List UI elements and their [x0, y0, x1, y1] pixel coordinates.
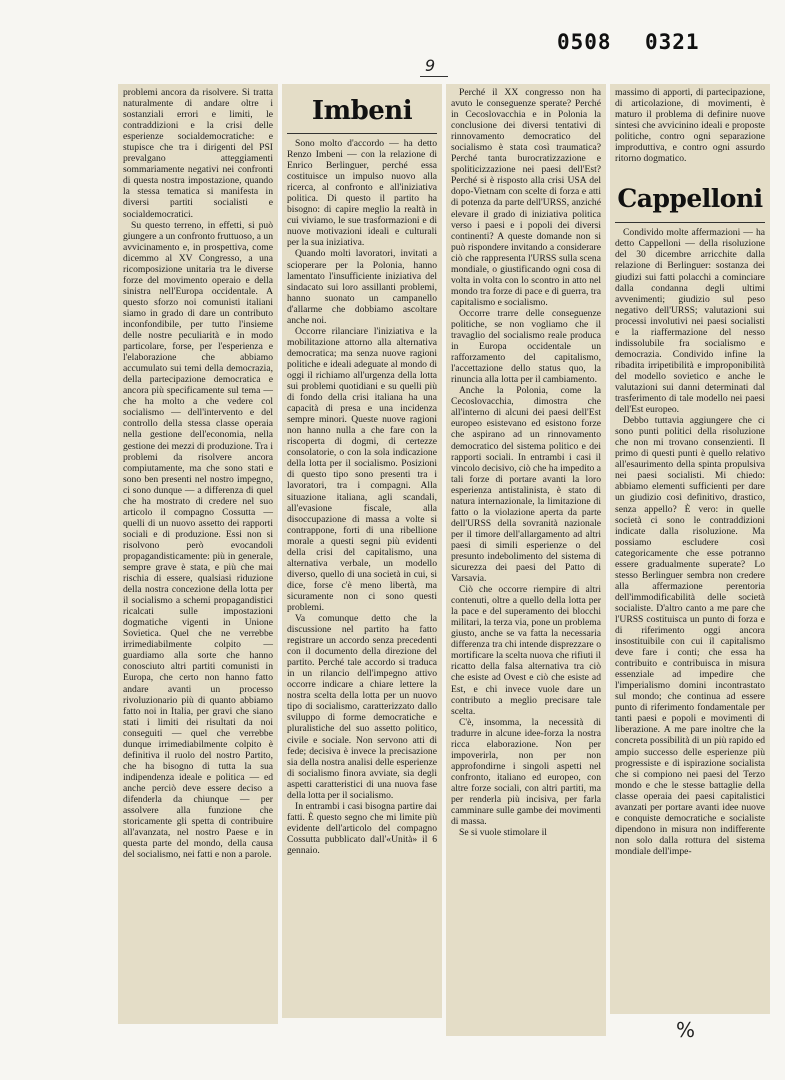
col2-paragraph: Quando molti lavoratori, invitati a scioperare per la Polonia, hanno lamentato l'insufficiente iniziativa del sindacato sui loro assillanti problemi, hanno suonato un campanello d'allarme che dobbiamo ascoltare anche noi.: [287, 248, 437, 326]
handwritten-mark: %: [676, 1018, 696, 1042]
article-column-3: [446, 84, 606, 1036]
speaker-heading-imbeni: Imbeni: [311, 96, 413, 126]
col2-paragraph: In entrambi i casi bisogna partire dai fatti. È questo segno che mi limite più evidente dell'articolo del compagno Cossutta pubblicato dall'«Unità» il 6 gennaio.: [287, 800, 437, 856]
col1-paragraph: Su questo terreno, in effetti, si può giungere a un confronto fruttuoso, a un avvicinamento e, in prospettiva, come dicemmo al XV Congresso, a una ricomposizione unitaria tra le diverse forze del movimento operaio e della sinistra nell'Europa occidentale. A questo sforzo noi comunisti italiani siamo in grado di dare un contributo inconfondibile, per tutto l'insieme delle nostre peculiarità e in modo particolare, forse, per l'esperienza e l'elaborazione che abbiamo accumulato sui temi della democrazia, della partecipazione democratica e ancora più specificamente sul tema — che ha molto a che vedere col socialismo — dell'intervento e del controllo della stessa classe operaia nella gestione dell'economia, nella gestione dei mezzi di produzione. Tra i problemi da risolvere ancora compiutamente, ma che sono stati e sono ben presenti nel nostro impegno, ci sono dunque — a differenza di quel che ha mostrato di credere nel suo articolo il compagno Cossutta — quelli di un nuovo assetto dei rapporti sociali e di produzione. Essi non si risolvono però evocandoli propagandisticamente: più in generale, sempre grave è stata, e più che mai rischia di essere, qualsiasi riduzione della nostra concezione della lotta per il socialismo a schemi propagandistici ricalcati sulle impostazioni dogmatiche vigenti in Unione Sovietica. Quel che ne verrebbe irrimediabilmente colpito — guardiamo alla sorte che hanno conosciuto altri partiti comunisti in Europa, che certo non hanno fatto andare avanti un processo rivoluzionario più di quanto abbiamo fatto noi in Italia, per gravi che siano stati i limiti dei risultati da noi conseguiti — quel che verrebbe dunque irrimediabilmente colpito è definitiva il ruolo del nostro Partito, che ha bisogno di tutta la sua indipendenza ideale e politica — ed anche perciò deve essere deciso a difenderla da chiunque — per assolvere alla funzione che storicamente gli spetta di contribuire all'avanzata, nel nostro Paese e in questa parte del mondo, della causa del socialismo, nei fatti e non a parole.: [123, 219, 273, 861]
speaker-heading-cappelloni: Cappelloni: [617, 184, 763, 214]
page-number-underline: [420, 76, 448, 77]
col3-paragraph: C'è, insomma, la necessità di tradurre in alcune idee-forza la nostra ricca elaborazione. Non per impoverirla, non per non approfondirne i singoli aspetti nel confronto, italiano ed europeo, con altre forze sociali, con altri partiti, ma per renderla più incisiva, per farla camminare sulle gambe dei movimenti di massa.: [451, 716, 601, 828]
col4-paragraph: Debbo tuttavia aggiungere che ci sono punti politici della risoluzione che non mi trovano consenzienti. Il primo di questi punti è quello relativo all'esaurimento della spinta propulsiva nei paesi socialisti. Mi chiedo: abbiamo elementi sufficienti per dare un giudizio così definitivo, drastico, senza appello? È vero: in quelle società ci sono le contraddizioni indicate dalla risoluzione. Ma possiamo escludere così categoricamente che esse potranno essere gradualmente superate? Lo stesso Berlinguer sembra non credere alla affermazione perentoria dell'immodificabilità delle società socialiste. D'altro canto a me pare che l'URSS costituisca un punto di forza e di riferimento oggi ancora insostituibile con cui il capitalismo deve fare i conti; che essa ha contribuito e contribuisca in misura essenziale ad impedire che l'imperialismo domini incontrastato sul mondo; che continua ad essere punto di riferimento fondamentale per tanti paesi e popoli e movimenti di liberazione. A me pare inoltre che la concreta possibilità di un più rapido ed ampio successo delle esperienze più progressiste e di ispirazione socialista che si compiono nei paesi del Terzo mondo e che le stesse battaglie della classe operaia dei paesi capitalistici avanzati per portare avanti idee nuove e conquiste democratiche e socialiste dipendono in misura non indifferente non solo dalla rottura del sistema mondiale dell'impe-: [615, 415, 765, 857]
col4-paragraph: Condivido molte affermazioni — ha detto Cappelloni — della risoluzione del 30 dicembre arricchite dalla relazione di Berlinguer: sostanza dei giudizi sui fatti polacchi a cominciare dalla condanna degli ultimi avvenimenti; giudizio sul peso negativo dell'URSS; valutazioni sui processi involutivi nei paesi socialisti e la riaffermazione del nesso indissolubile fra socialismo e democrazia. Condivido infine la ribadita irripetibilità e improponibilità del modello sovietico e anche le valutazioni sui danni determinati dal trasferimento di tale modello nei paesi dell'Est europeo.: [615, 227, 765, 416]
col3-paragraph: Ciò che occorre riempire di altri contenuti, oltre a quello della lotta per la pace e del superamento dei blocchi militari, la terza via, pone un problema giusto, anche se va fatta la necessaria differenza tra chi intende disprezzare o mortificare la scelta nuova che rifiuti il ricatto della falsa alternativa tra ciò che esiste ad Ovest e ciò che esiste ad Est, e chi invece vuole dare un contributo a meglio precisare tale scelta.: [451, 584, 601, 717]
col4-intro: massimo di apporti, di partecipazione, di articolazione, di movimenti, è maturo il problema di definire nuove sintesi che avvicinino ideali e proposte politiche, contro ogni separazione improduttiva, e contro ogni assurdo ritorno dogmatico.: [615, 87, 765, 165]
col2-paragraph: Sono molto d'accordo — ha detto Renzo Imbeni — con la relazione di Enrico Berlinguer, perché essa costituisce un impulso nuovo alla ricerca, al confronto e all'iniziativa politica. Di questo il partito ha bisogno: di capire meglio la realtà in cui viviamo, le sue trasformazioni e di nuove motivazioni ideali e culturali per la sua iniziativa.: [287, 138, 437, 249]
col3-paragraph: Se si vuole stimolare il: [459, 827, 547, 839]
col2-paragraph: Va comunque detto che la discussione nel partito ha fatto registrare un accordo senza precedenti con il documento della direzione del partito. Perché tale accordo si traduca in un rilancio dell'impegno attivo occorre indicare a chiare lettere la nostra scelta della lotta per un nuovo tipo di socialismo, caratterizzato dallo sviluppo di forme democratiche e pluralistiche del suo assetto politico, civile e sociale. Non servono atti di fede; decisiva è invece la precisazione sia della nostra analisi delle esperienze di socialismo finora avviate, sia degli aspetti caratteristici di una nuova fase della lotta per il socialismo.: [287, 613, 437, 801]
col2-paragraph: Occorre rilanciare l'iniziativa e la mobilitazione attorno alla alternativa democratica; ma senza nuove ragioni politiche e ideali adeguate al mondo di oggi il richiamo all'urgenza della lotta sui problemi quotidiani e su quelli più di fondo della crisi italiana ha una capacità di presa e una incidenza sempre minori. Queste nuove ragioni non hanno nulla a che fare con la riscoperta di dogmi, di certezze consolatorie, o con la sola indicazione della lotta per il socialismo. Posizioni di questo tipo sono presenti tra i lavoratori, tra i compagni. Alla situazione italiana, agli scandali, all'evasione fiscale, alla disoccupazione di massa a volte si contrappone, forti di una ribellione morale a questi segni più evidenti della crisi del capitalismo, una alternativa verbale, un modello diverso, quello di una società in cui, si dice, forse c'è meno libertà, ma sicuramente non ci sono questi problemi.: [287, 325, 437, 613]
archive-stamp-right: 0321: [645, 30, 700, 54]
col3-paragraph: Occorre trarre delle conseguenze politiche, se non vogliamo che il travaglio del socialismo reale produca in Europa occidentale un rafforzamento del capitalismo, l'accettazione dello status quo, la rinuncia alla lotta per il cambiamento.: [451, 307, 601, 386]
article-column-4: [610, 84, 770, 1014]
col1-paragraph: problemi ancora da risolvere. Si tratta naturalmente di andare oltre i sostanziali errori e limiti, le contraddizioni e la crisi delle esperienze socialdemocratiche: e stupisce che tra i dirigenti del PSI prevalgano atteggiamenti sommariamente negativi nei confronti di questa nostra impostazione, quando la stessa tematica si manifesta in diversi partiti socialisti e socialdemocratici.: [123, 87, 273, 220]
heading-rule: [615, 222, 765, 223]
archive-stamp-left: 0508: [557, 30, 612, 54]
col3-paragraph: Perché il XX congresso non ha avuto le conseguenze sperate? Perché in Cecoslovacchia e in Polonia la conclusione dei diversi tentativi di rinnovamento democratico del socialismo è stata così traumatica? Perché tanta burocratizzazione e spoliticizzazione nei paesi dell'Est? Perché si è risposto alla crisi USA del dopo-Vietnam con scelte di forza e atti di potenza da parte dell'URSS, anziché elevare il grado di iniziativa politica verso i paesi e i popoli dei diversi continenti? A queste domande non si può rispondere invitando a considerare ciò che rappresenta l'URSS sulla scena mondiale, o giustificando ogni cosa di volta in volta con lo scontro in atto nel mondo tra forze di pace e di guerra, tra capitalismo e socialismo.: [451, 87, 601, 308]
handwritten-page-number: 9: [425, 56, 436, 75]
heading-rule: [287, 133, 437, 134]
article-column-1: [118, 84, 278, 1024]
article-column-2: [282, 84, 442, 1018]
col3-paragraph: Anche la Polonia, come la Cecoslovacchia, dimostra che all'interno di alcuni dei paesi dell'Est europeo esistevano ed esistono forze che aspirano ad un rinnovamento democratico del sistema politico e dei rapporti sociali. In entrambi i casi il vincolo decisivo, ciò che ha impedito a tali forze di portare avanti la loro esperienza antistalinista, è stato di natura internazionale, la limitazione di fatto o la violazione aperta da parte dell'URSS della sovranità nazionale per il timore dell'allargamento ad altri paesi di simili esperienze o del presunto indebolimento del sistema di sicurezza dei paesi del Patto di Varsavia.: [451, 385, 601, 585]
